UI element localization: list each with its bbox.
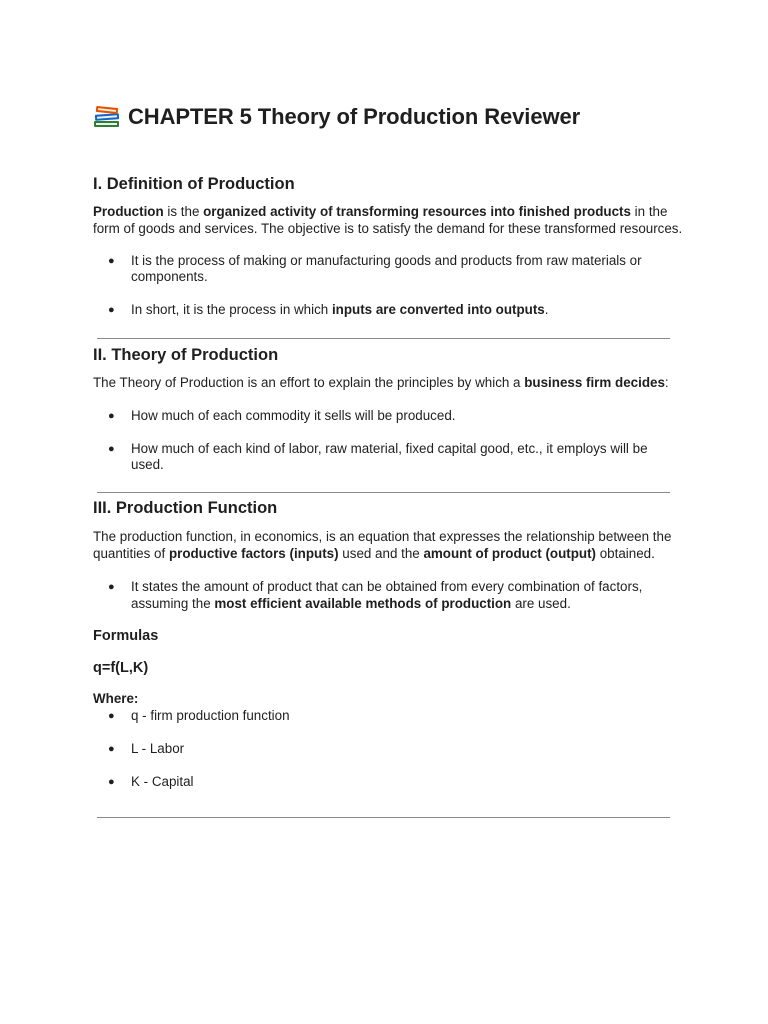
bullet-icon: ● (108, 409, 115, 422)
text-span: The production function, in economics, is an equation that expresses the relationship between the quantities of (93, 529, 672, 561)
text-span: The Theory of Production is an effort to explain the principles by which a (93, 374, 525, 390)
list-item (93, 579, 683, 613)
document-content (93, 98, 683, 818)
theory-paragraph (93, 375, 683, 392)
list-item (93, 253, 683, 287)
section-heading-definition: I. Definition of Production (93, 175, 295, 193)
text-span: in the form of goods and services. The objective is to satisfy the demand for these transformed resources. (93, 204, 683, 236)
definition-paragraph (93, 204, 683, 238)
theory-bullet-list (93, 408, 683, 474)
bold-term: most efficient available methods of production (214, 595, 512, 611)
list-item (93, 441, 683, 475)
horizontal-divider (97, 338, 670, 339)
formulas-label: Formulas (93, 628, 159, 645)
bullet-icon: ● (108, 442, 115, 455)
text-span: used and the (338, 545, 424, 561)
section-heading-production-function: III. Production Function (93, 499, 278, 518)
production-function-bullet-list (93, 579, 683, 613)
bullet-icon: ● (108, 254, 115, 267)
text-span: is the (163, 204, 204, 219)
horizontal-divider (97, 492, 670, 493)
text-span: How much of each kind of labor, raw material, fixed capital good, etc., it employs will be used. (131, 440, 648, 473)
bullet-icon: ● (108, 742, 115, 755)
bullet-icon: ● (108, 710, 115, 723)
text-span: q - firm production function (131, 708, 290, 724)
text-span: obtained. (596, 545, 655, 561)
list-item (93, 741, 683, 758)
bold-term: business firm decides (524, 374, 665, 390)
page-title (93, 98, 683, 136)
where-label: Where: (93, 691, 139, 707)
bullet-icon: ● (108, 775, 115, 788)
books-icon (93, 105, 121, 129)
text-span: . (544, 302, 549, 318)
list-item (93, 708, 683, 725)
page-title-text: CHAPTER 5 Theory of Production Reviewer (128, 104, 581, 129)
text-span: How much of each commodity it sells will be produced. (131, 407, 456, 423)
horizontal-divider (97, 817, 670, 818)
bold-term: organized activity of transforming resources into finished products (203, 204, 631, 219)
formula: q=f(L,K) (93, 660, 149, 677)
list-item (93, 408, 683, 425)
production-function-paragraph (93, 529, 683, 563)
bold-term: Production (93, 204, 164, 219)
section-heading-theory: II. Theory of Production (93, 345, 279, 364)
text-span: K - Capital (131, 773, 194, 789)
bold-term: inputs are converted into outputs (331, 302, 545, 318)
where-list (93, 708, 683, 790)
text-span: L - Labor (131, 740, 185, 756)
text-span: It is the process of making or manufacturing goods and products from raw materials or components. (131, 252, 642, 285)
bullet-icon: ● (108, 580, 115, 593)
text-span: In short, it is the process in which (131, 302, 332, 318)
list-item (93, 302, 683, 319)
bold-term: productive factors (inputs) (168, 545, 339, 561)
text-span: It states the amount of product that can be obtained from every combination of factors, assuming the (131, 578, 643, 611)
bullet-icon: ● (108, 304, 115, 317)
bold-term: amount of product (output) (423, 545, 596, 561)
text-span: : (664, 374, 669, 390)
text-span: are used. (511, 595, 571, 611)
list-item (93, 774, 683, 791)
definition-bullet-list (93, 253, 683, 319)
